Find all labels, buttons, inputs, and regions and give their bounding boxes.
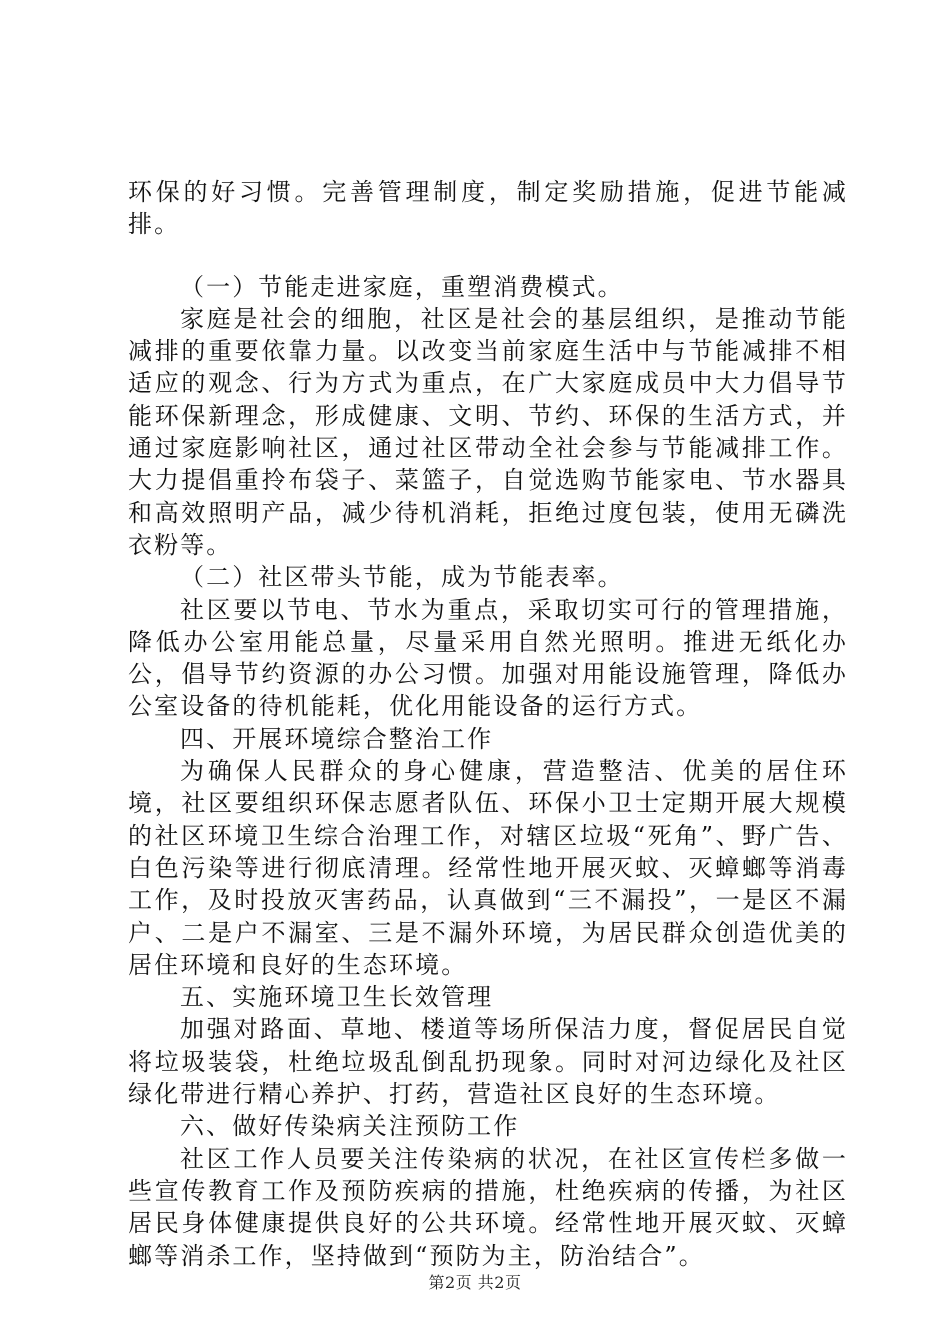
document-body [128, 176, 848, 1272]
paragraph-section-4: 为确保人民群众的身心健康，营造整洁、优美的居住环境，社区要组织环保志愿者队伍、环保小卫士定期开展大规模的社区环境卫生综合治理工作，对辖区垃圾“死角”、野广告、白色污染等进行彻底清理。经常性地开展灭蚊、灭蟑螂等消毒工作，及时投放灭害药品，认真做到“三不漏投”，一是区不漏户、二是户不漏室、三是不漏外环境，为居民群众创造优美的居住环境和良好的生态环境。 [128, 757, 848, 979]
subheading-community-energy: （二）社区带头节能，成为节能表率。 [180, 563, 624, 592]
heading-section-6: 六、做好传染病关注预防工作 [180, 1112, 520, 1141]
paragraph-gap [128, 241, 848, 271]
paragraph-household: 家庭是社会的细胞，社区是社会的基层组织，是推动节能减排的重要依靠力量。以改变当前家庭生活中与节能减排不相适应的观念、行为方式为重点，在广大家庭成员中大力倡导节能环保新理念，形成健康、文明、节约、环保的生活方式，并通过家庭影响社区，通过社区带动全社会参与节能减排工作。大力提倡重拎布袋子、菜篮子，自觉选购节能家电、节水器具和高效照明产品，减少待机消耗，拒绝过度包装，使用无磷洗衣粉等。 [128, 304, 848, 559]
paragraph-section-5: 加强对路面、草地、楼道等场所保洁力度，督促居民自觉将垃圾装袋，杜绝垃圾乱倒乱扔现象。同时对河边绿化及社区绿化带进行精心养护、打药，营造社区良好的生态环境。 [128, 1015, 848, 1109]
page-footer: 第2页 共2页 [428, 1273, 522, 1292]
heading-section-5: 五、实施环境卫生长效管理 [180, 983, 494, 1012]
paragraph-community: 社区要以节电、节水为重点，采取切实可行的管理措施，降低办公室用能总量，尽量采用自然光照明。推进无纸化办公，倡导节约资源的办公习惯。加强对用能设施管理，降低办公室设备的待机能耗，优化用能设备的运行方式。 [128, 595, 848, 721]
lead-line: 环保的好习惯。完善管理制度，制定奖励措施，促进节能减排。 [128, 178, 848, 239]
paragraph-section-6: 社区工作人员要关注传染病的状况，在社区宣传栏多做一些宣传教育工作及预防疾病的措施，杜绝疾病的传播，为社区居民身体健康提供良好的公共环境。经常性地开展灭蚊、灭蟑螂等消杀工作，坚持做到“预防为主，防治结合”。 [128, 1144, 848, 1270]
heading-section-4: 四、开展环境综合整治工作 [180, 724, 494, 753]
subheading-household-energy: （一）节能走进家庭，重塑消费模式。 [180, 272, 624, 301]
